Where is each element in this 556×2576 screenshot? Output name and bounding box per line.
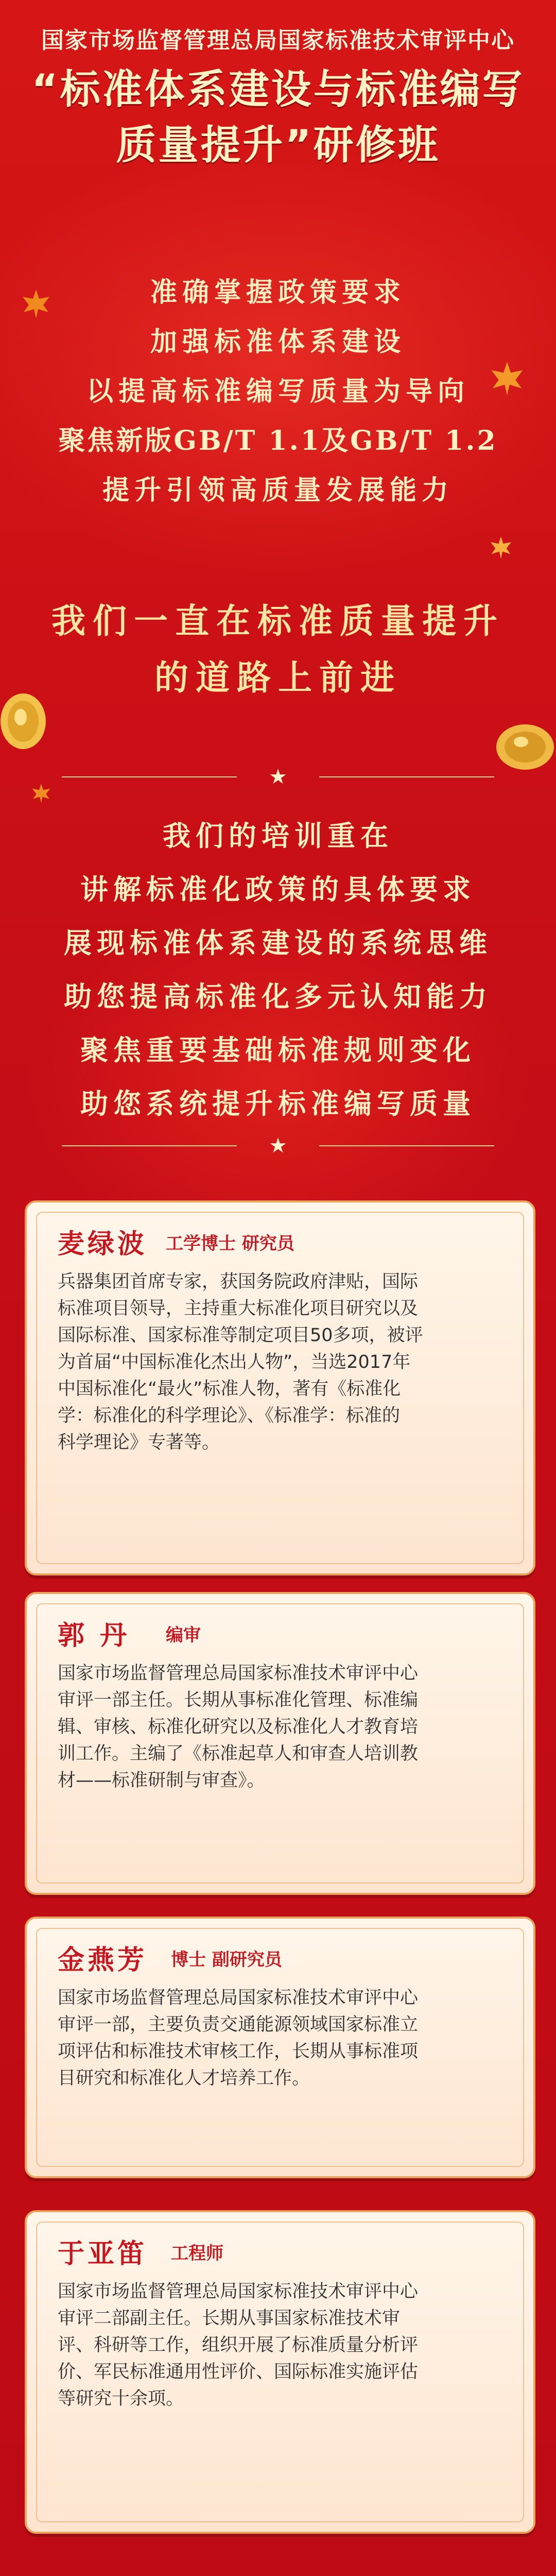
speaker-bio (58, 1985, 502, 2092)
motto-line: 我们一直在标准质量提升 (51, 601, 505, 641)
intro-slogan (0, 268, 556, 515)
speaker-card (25, 1200, 535, 1575)
bio-line: 为首届“中国标准化杰出人物”，当选2017年 (58, 1352, 411, 1372)
bio-line: 评、科研等工作，组织开展了标准质量分析评 (58, 2335, 419, 2355)
focus-line: 聚焦重要基础标准规则变化 (80, 1033, 476, 1066)
bio-line: 审评一部，主要负责交通能源领域国家标准立 (58, 2014, 419, 2035)
bio-line: 等研究十余项。 (58, 2388, 184, 2409)
star-icon: ★ (269, 765, 287, 789)
divider-line (319, 1145, 494, 1146)
focus-line: 助您提高标准化多元认知能力 (64, 980, 492, 1013)
speaker-bio (58, 1660, 502, 1794)
star-icon: ★ (269, 1134, 287, 1158)
title-line-1: “标准体系建设与标准编写 (31, 66, 525, 113)
page-title (0, 62, 556, 173)
organizer-text: 国家市场监督管理总局国家标准技术审评中心 (41, 27, 515, 54)
star-divider (62, 767, 494, 787)
bio-line: 标准项目领导，主持重大标准化项目研究以及 (58, 1298, 419, 1319)
speaker-name: 金燕芳 (58, 1945, 148, 1976)
speaker-card (25, 2210, 535, 2534)
speaker-role: 工程师 (171, 2243, 223, 2264)
speaker-role: 博士 副研究员 (171, 1950, 282, 1970)
intro-line: 聚焦新版GB/T 1.1及GB/T 1.2 (58, 425, 498, 456)
divider-line (62, 776, 237, 777)
bio-line: 审评二部副主任。长期从事国家标准技术审 (58, 2308, 401, 2329)
intro-line: 提升引领高质量发展能力 (102, 474, 454, 506)
bio-line: 项评估和标准技术审核工作，长期从事标准项 (58, 2041, 419, 2062)
gold-ornament-icon (494, 721, 556, 773)
bio-line: 国家市场监督管理总局国家标准技术审评中心 (58, 2281, 419, 2302)
bio-line: 价、军民标准通用性评价、国际标准实施评估 (58, 2362, 419, 2382)
bio-line: 辑、审核、标准化研究以及标准化人才教育培 (58, 1717, 419, 1737)
bio-line: 国家市场监督管理总局国家标准技术审评中心 (58, 1663, 419, 1684)
bio-line: 科学理论》专著等。 (58, 1432, 220, 1453)
maple-leaf-icon (489, 536, 513, 560)
focus-line: 我们的培训重在 (163, 819, 393, 852)
speaker-card (25, 1592, 535, 1895)
speaker-role: 工学博士 研究员 (166, 1233, 294, 1254)
bio-line: 训工作。主编了《标准起草人和审查人培训教 (58, 1743, 419, 1764)
divider-line (62, 1145, 237, 1146)
bio-line: 学：标准化的科学理论》、《标准学：标准的 (58, 1405, 401, 1426)
motto-block (0, 592, 556, 706)
speaker-name: 于亚笛 (58, 2239, 148, 2269)
speaker-card (25, 1917, 535, 2178)
speaker-name: 郭 丹 (58, 1620, 130, 1651)
star-divider (62, 1136, 494, 1156)
bio-line: 兵器集团首席专家，获国务院政府津贴，国际 (58, 1272, 419, 1292)
bio-line: 材——标准研制与审查》。 (58, 1770, 265, 1791)
focus-line: 讲解标准化政策的具体要求 (80, 873, 476, 906)
speaker-bio (58, 2278, 502, 2412)
maple-leaf-icon (31, 783, 51, 804)
focus-block (0, 809, 556, 1130)
bio-line: 审评一部主任。长期从事标准化管理、标准编 (58, 1690, 419, 1710)
speaker-name: 麦绿波 (58, 1229, 148, 1260)
intro-line: 准确掌握政策要求 (150, 277, 406, 308)
bio-line: 目研究和标准化人才培养工作。 (58, 2068, 310, 2089)
motto-line: 的道路上前进 (154, 657, 402, 698)
focus-line: 助您系统提升标准编写质量 (80, 1087, 476, 1120)
divider-line (319, 776, 494, 777)
title-line-2: 质量提升”研修班 (116, 122, 440, 168)
bio-line: 国际标准、国家标准等制定项目50多项，被评 (58, 1325, 423, 1346)
speaker-bio (58, 1268, 502, 1456)
bio-line: 国家市场监督管理总局国家标准技术审评中心 (58, 1988, 419, 2008)
intro-line: 以提高标准编写质量为导向 (86, 376, 470, 407)
focus-line: 展现标准体系建设的系统思维 (64, 926, 492, 959)
intro-line: 加强标准体系建设 (150, 326, 406, 358)
speaker-role: 编审 (166, 1625, 201, 1646)
bio-line: 中国标准化“最火”标准人物，著有《标准化 (58, 1379, 401, 1399)
